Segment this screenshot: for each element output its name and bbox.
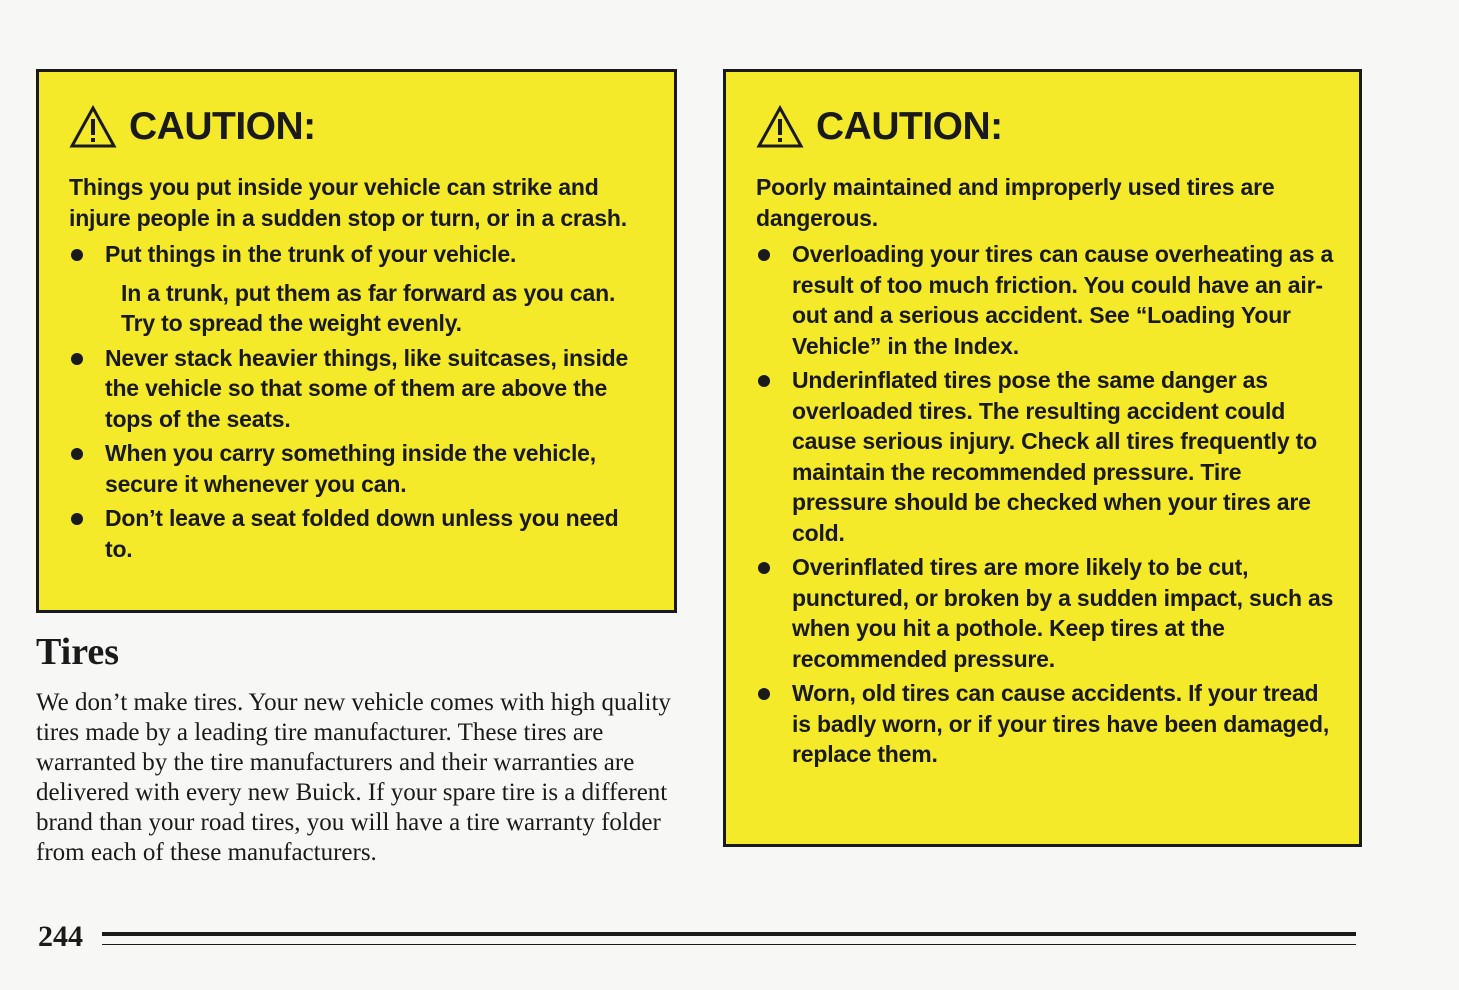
- caution-item: [69, 438, 648, 499]
- caution-item: [69, 343, 648, 435]
- caution-item-text: Underinflated tires pose the same danger as overloaded tires. The resulting accident could cause serious injury. Check all tires frequently to maintain the recommended pressure. Tire pressure should be checked when your tires are cold.: [792, 367, 1317, 546]
- caution-item-text: Never stack heavier things, like suitcases, inside the vehicle so that some of them are above the tops of the seats.: [105, 344, 629, 432]
- caution-item: [756, 678, 1335, 770]
- caution-item-text: Put things in the trunk of your vehicle.: [105, 241, 517, 267]
- caution-item-text: Don’t leave a seat folded down unless you need to.: [105, 505, 619, 562]
- warning-triangle-icon: [756, 105, 804, 149]
- caution-title: CAUTION:: [816, 105, 1003, 148]
- caution-header: [756, 96, 1335, 158]
- bullet-dot-icon: [71, 513, 83, 525]
- caution-item-text: Worn, old tires can cause accidents. If your tread is badly worn, or if your tires have been damaged, replace them.: [792, 680, 1330, 767]
- caution-item: [69, 239, 648, 339]
- caution-title: CAUTION:: [129, 105, 316, 148]
- caution-intro: Things you put inside your vehicle can strike and injure people in a sudden stop or turn, or in a crash.: [69, 174, 627, 231]
- caution-item: [756, 239, 1335, 361]
- caution-list: [69, 239, 648, 564]
- caution-item-subtext: In a trunk, put them as far forward as you can. Try to spread the weight evenly.: [121, 279, 616, 336]
- bullet-dot-icon: [758, 375, 770, 387]
- page-number: 244: [38, 920, 83, 953]
- caution-item: [756, 365, 1335, 548]
- caution-header: [69, 96, 648, 158]
- warning-triangle-icon: [69, 105, 117, 149]
- caution-intro: Poorly maintained and improperly used tires are dangerous.: [756, 174, 1275, 231]
- bullet-dot-icon: [758, 249, 770, 261]
- bullet-dot-icon: [71, 249, 83, 261]
- caution-item-text: Overinflated tires are more likely to be cut, punctured, or broken by a sudden impact, such as when you hit a pothole. Keep tires at the recommended pressure.: [792, 554, 1334, 672]
- bullet-dot-icon: [71, 353, 83, 365]
- caution-box-left: [36, 69, 677, 613]
- tires-body-text: We don’t make tires. Your new vehicle comes with high quality tires made by a leading tire manufacturer. These tires are warranted by the tire manufacturers and their warranties are delivered with every new Buick. If your spare tire is a different brand than your road tires, you will have a tire warranty folder from each of these manufacturers.: [36, 689, 671, 866]
- caution-item: [756, 552, 1335, 674]
- footer-rule-thin: [102, 944, 1356, 945]
- bullet-dot-icon: [758, 562, 770, 574]
- bullet-dot-icon: [71, 448, 83, 460]
- caution-item-text: Overloading your tires can cause overheating as a result of too much friction. You could have an air-out and a serious accident. See “Loading Your Vehicle” in the Index.: [792, 241, 1334, 359]
- caution-box-right: [723, 69, 1362, 847]
- caution-item: [69, 503, 648, 564]
- caution-item-text: When you carry something inside the vehicle, secure it whenever you can.: [105, 440, 596, 497]
- section-heading-tires: Tires: [36, 631, 120, 673]
- bullet-dot-icon: [758, 688, 770, 700]
- footer-rule: [102, 932, 1356, 936]
- caution-list: [756, 239, 1335, 770]
